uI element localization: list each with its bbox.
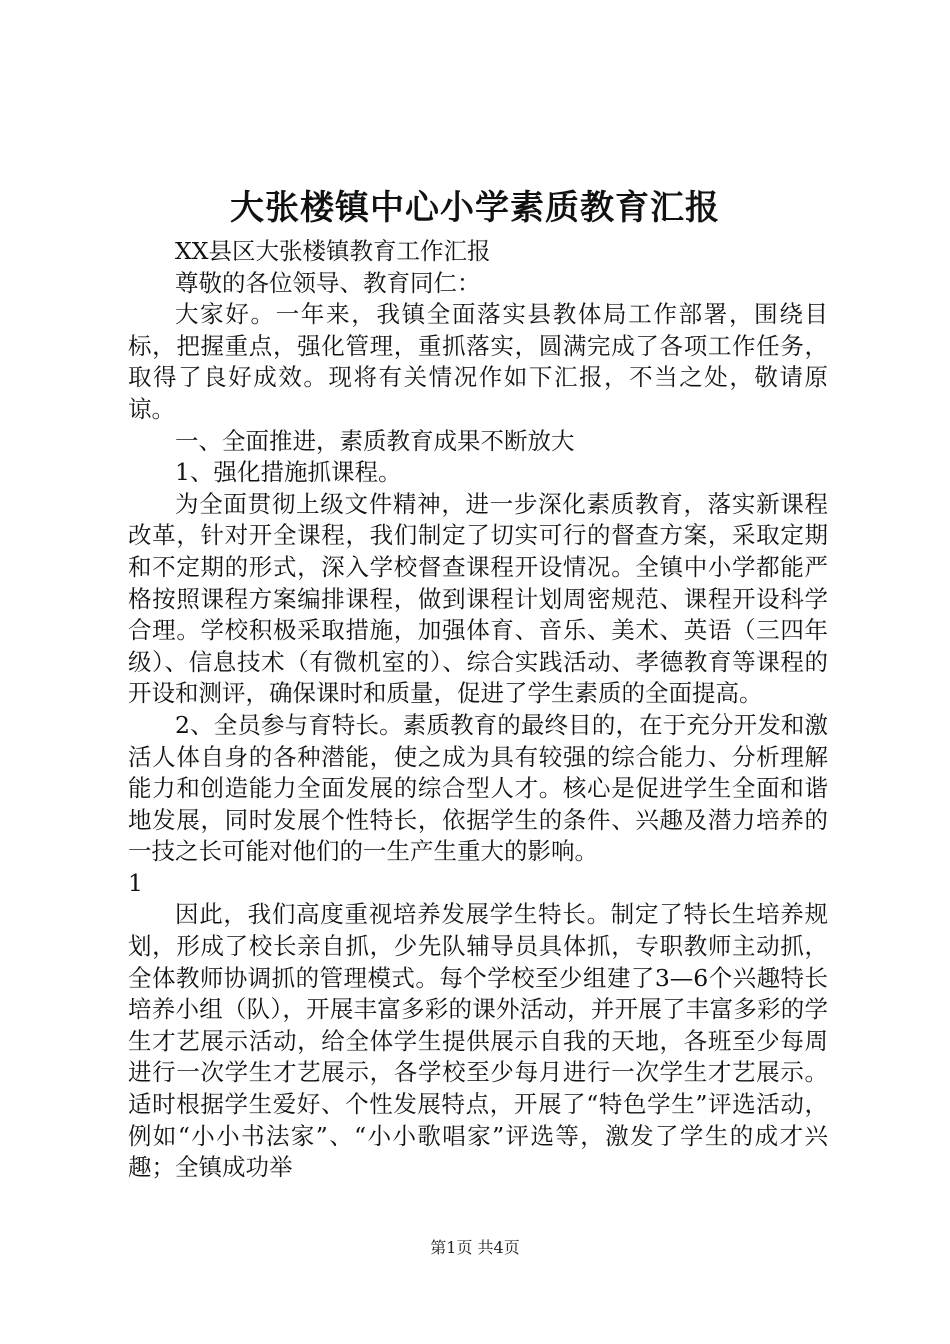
subtitle-paragraph: XX县区大张楼镇教育工作汇报 bbox=[175, 237, 491, 265]
document-title: 大张楼镇中心小学素质教育汇报 bbox=[230, 188, 720, 228]
stray-number: 1 bbox=[128, 868, 143, 897]
body-paragraph: 2、全员参与育特长。素质教育的最终目的，在于充分开发和激活人体自身的各种潜能，使之成为具有较强的综合能力、分析理解能力和创造能力全面发展的综合型人才。核心是促进学生全面和谐地发展，同时发展个性特长，依据学生的条件、兴趣及潜力培养的一技之长可能对他们的一生产生重大的影响。 bbox=[128, 710, 828, 866]
body-paragraph: 为全面贯彻上级文件精神，进一步深化素质教育，落实新课程改革，针对开全课程，我们制定了切实可行的督查方案，采取定期和不定期的形式，深入学校督查课程开设情况。全镇中小学都能严格按照课程方案编排课程，做到课程计划周密规范、课程开设科学合理。学校积极采取措施，加强体育、音乐、美术、英语（三四年级）、信息技术（有微机室的）、综合实践活动、孝德教育等课程的开设和测评，确保课时和质量，促进了学生素质的全面提高。 bbox=[128, 489, 828, 708]
page-footer: 第1页 共4页 bbox=[430, 1238, 520, 1257]
document-body bbox=[128, 236, 828, 1184]
section-heading: 一、全面推进，素质教育成果不断放大 bbox=[175, 426, 575, 455]
body-paragraph: 因此，我们高度重视培养发展学生特长。制定了特长生培养规划，形成了校长亲自抓，少先队辅导员具体抓，专职教师主动抓，全体教师协调抓的管理模式。每个学校至少组建了3—6个兴趣特长培养小组（队），开展丰富多彩的课外活动，并开展了丰富多彩的学生才艺展示活动，给全体学生提供展示自我的天地，各班至少每周进行一次学生才艺展示，各学校至少每月进行一次学生才艺展示。适时根据学生爱好、个性发展特点，开展了“特色学生”评选活动，例如“小小书法家”、“小小歌唱家”评选等，激发了学生的成才兴趣；全镇成功举 bbox=[128, 900, 828, 1182]
salutation-paragraph: 尊敬的各位领导、教育同仁： bbox=[175, 268, 481, 297]
intro-paragraph: 大家好。一年来，我镇全面落实县教体局工作部署，围绕目标，把握重点，强化管理，重抓落实，圆满完成了各项工作任务，取得了良好成效。现将有关情况作如下汇报，不当之处，敬请原谅。 bbox=[128, 300, 828, 423]
subsection-heading: 1、强化措施抓课程。 bbox=[175, 458, 402, 487]
